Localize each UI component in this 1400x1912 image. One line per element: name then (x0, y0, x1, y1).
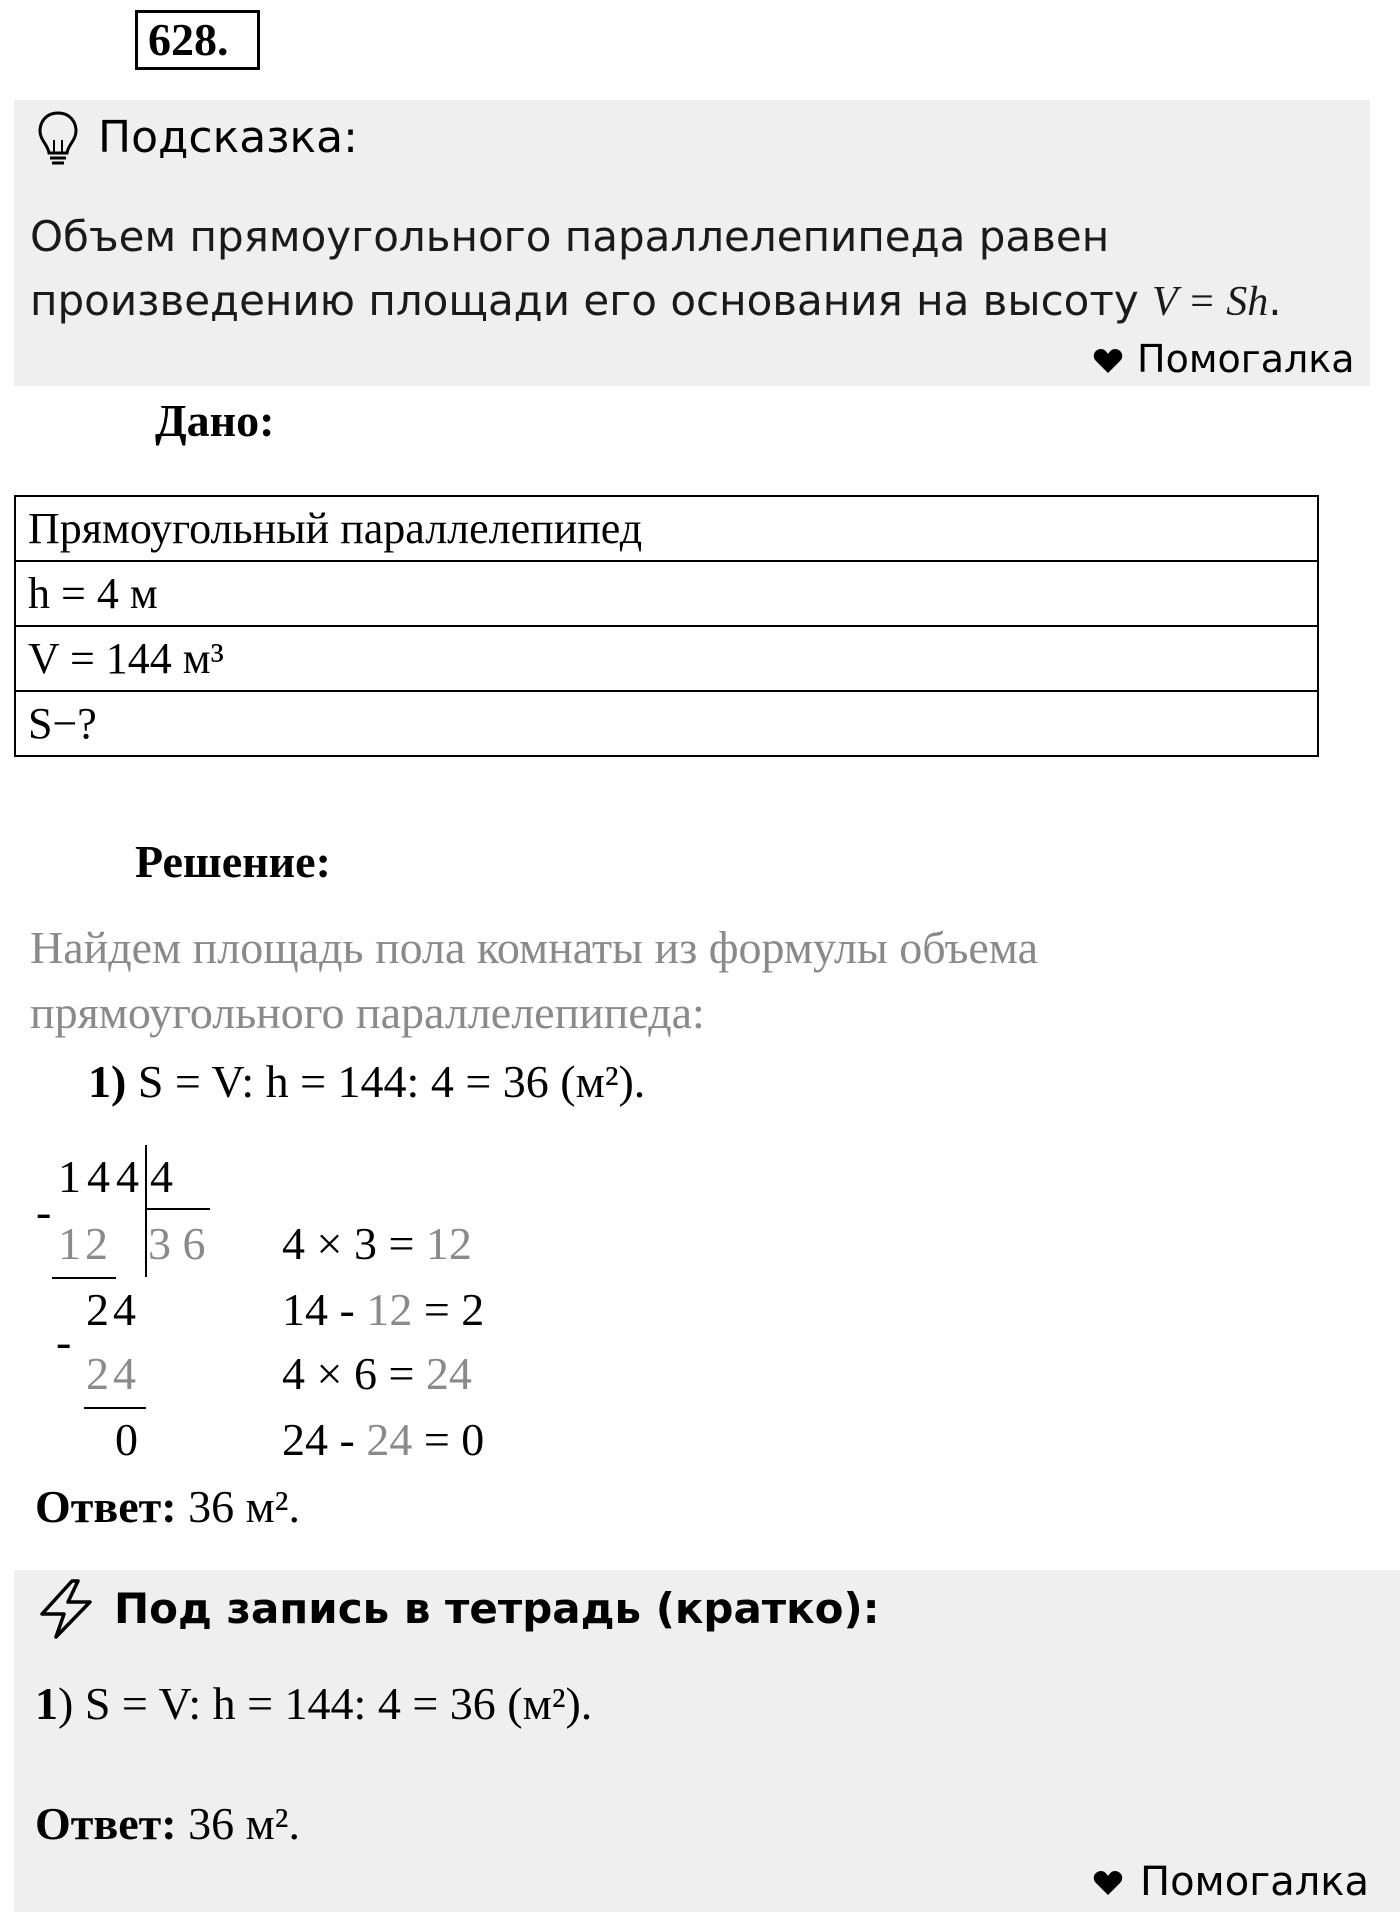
step-formula: S = V: h = 144: 4 = 36 (м²). (137, 1056, 646, 1107)
division-divisor: 4 (150, 1151, 173, 1202)
division-remainder-2: 0 (115, 1414, 138, 1465)
short-step-number: 1 (35, 1678, 58, 1729)
answer-label: Ответ: (35, 1481, 177, 1532)
short-answer-label: Ответ: (35, 1798, 177, 1849)
step-number: 1) (88, 1056, 127, 1107)
given-find: S−? (15, 691, 1318, 756)
hint-period: . (1268, 276, 1282, 325)
hint-title: Подсказка: (98, 112, 358, 163)
hint-text-line2 (30, 269, 1282, 334)
table-row (15, 691, 1318, 756)
answer (35, 1480, 300, 1533)
division-quotient: 3 6 (148, 1218, 206, 1269)
short-answer-value: 36 м². (176, 1798, 300, 1849)
table-row (15, 626, 1318, 691)
division-minus-1: - (36, 1186, 52, 1237)
division-dividend: 144 (58, 1151, 145, 1202)
brand-label: Помогалка (1137, 337, 1355, 381)
division-divisor-underline (145, 1208, 210, 1210)
solution-step-1 (88, 1055, 645, 1108)
hint-formula: V = Sh (1152, 279, 1269, 325)
division-sub-2: 24 (86, 1348, 140, 1399)
given-figure: Прямоугольный параллелепипед (15, 496, 1318, 561)
division-note: 4 × 6 = 24 (282, 1348, 472, 1399)
hint-text-line2-prefix: произведению площади его основания на высоту (30, 276, 1153, 325)
short-answer (35, 1797, 300, 1850)
division-vertical-bar (145, 1145, 147, 1277)
table-row (15, 496, 1318, 561)
problem-number: 628. (135, 10, 260, 70)
answer-value: 36 м². (176, 1481, 300, 1532)
division-note: 24 - 24 = 0 (282, 1414, 485, 1465)
division-sub-1: 12 (58, 1218, 112, 1269)
given-table (14, 495, 1319, 757)
lightning-icon (36, 1578, 96, 1640)
solution-text-line1: Найдем площадь пола комнаты из формулы объема (30, 922, 1038, 973)
hint-text-line1: Объем прямоугольного параллелепипеда равен (30, 212, 1110, 261)
division-minus-2: - (56, 1316, 72, 1367)
brand-heart-icon (1093, 348, 1123, 374)
short-step-1 (35, 1677, 592, 1730)
short-title: Под запись в тетрадь (кратко): (114, 1584, 880, 1633)
short-brand-label: Помогалка (1140, 1859, 1369, 1905)
solution-heading: Решение: (135, 836, 331, 887)
division-underline-2 (84, 1407, 146, 1409)
heart-icon (1093, 1870, 1123, 1896)
division-note: 4 × 3 = 12 (282, 1218, 472, 1269)
short-step-formula: ) S = V: h = 144: 4 = 36 (м²). (58, 1678, 593, 1729)
division-remainder-1: 24 (86, 1284, 140, 1335)
table-row (15, 561, 1318, 626)
solution-text-line2: прямоугольного параллелепипеда: (30, 987, 705, 1038)
division-underline-1 (52, 1277, 116, 1279)
lightbulb-icon (36, 110, 80, 168)
division-note: 14 - 12 = 2 (282, 1284, 485, 1335)
given-heading: Дано: (155, 395, 275, 446)
given-volume: V = 144 м³ (15, 626, 1318, 691)
given-height: h = 4 м (15, 561, 1318, 626)
